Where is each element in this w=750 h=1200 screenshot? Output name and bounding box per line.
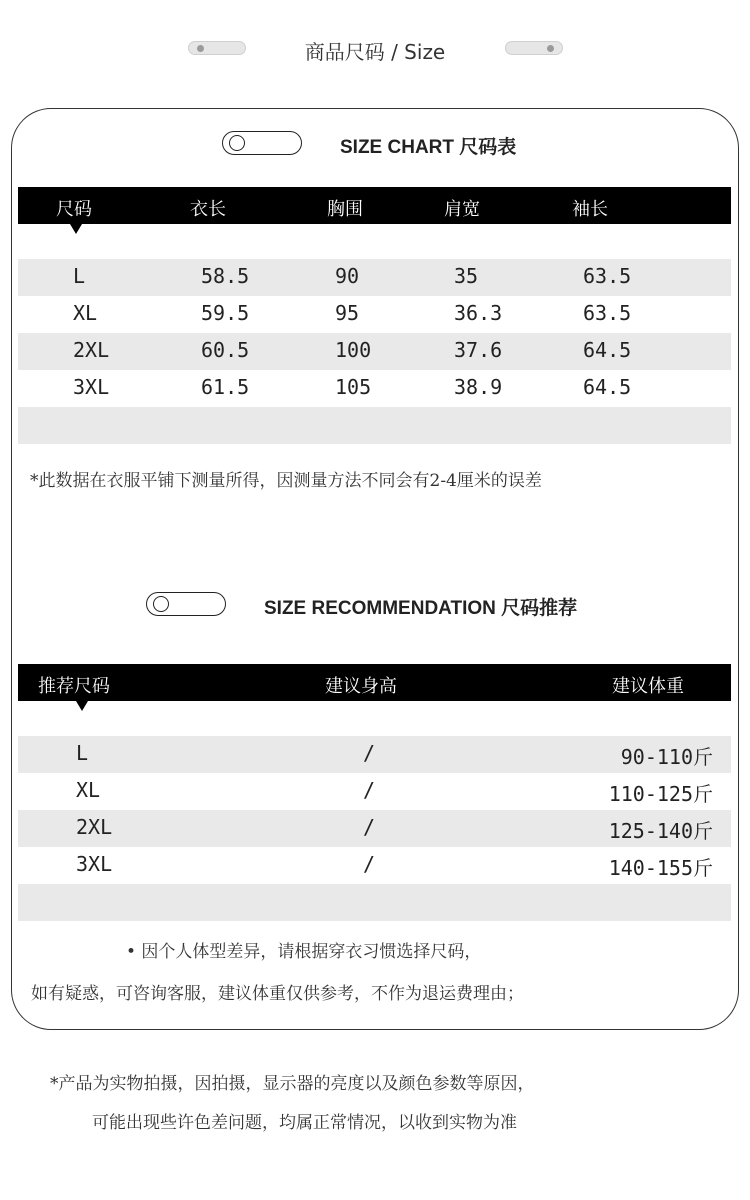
recommendation-note-line2: 如有疑惑，可咨询客服，建议体重仅供参考，不作为退运费理由； [31, 984, 524, 1004]
toggle-circle-icon [153, 596, 169, 612]
col-header-size: 尺码 [56, 199, 92, 220]
col-header-height: 建议身高 [325, 676, 397, 697]
table-row [18, 773, 731, 810]
col-header-sleeve: 袖长 [572, 199, 608, 220]
decor-dot-icon [547, 45, 554, 52]
cell-length: 59.5 [201, 301, 250, 325]
cell-size: L [76, 741, 89, 765]
cell-shoulder: 35 [454, 264, 479, 288]
header-pointer-icon [76, 701, 88, 711]
cell-sleeve: 63.5 [583, 264, 632, 288]
cell-weight: 90-110斤 [620, 745, 713, 769]
cell-chest: 90 [335, 264, 360, 288]
cell-sleeve: 64.5 [583, 338, 632, 362]
header-pointer-icon [70, 224, 82, 234]
cell-sleeve: 64.5 [583, 375, 632, 399]
cell-weight: 110-125斤 [608, 782, 713, 806]
cell-height: / [363, 815, 376, 839]
toggle-circle-icon [229, 135, 245, 151]
cell-shoulder: 37.6 [454, 338, 503, 362]
cell-size: 2XL [73, 338, 110, 362]
cell-size: 3XL [73, 375, 110, 399]
cell-size: XL [76, 778, 101, 802]
right-decor-pill [505, 41, 563, 55]
table-empty-row [18, 884, 731, 921]
cell-size: 3XL [76, 852, 113, 876]
cell-shoulder: 36.3 [454, 301, 503, 325]
col-header-chest: 胸围 [327, 199, 363, 220]
size-chart-title: SIZE CHART 尺码表 [340, 137, 517, 158]
recommendation-note-line1: • 因个人体型差异，请根据穿衣习惯选择尺码， [126, 942, 482, 962]
col-header-weight: 建议体重 [612, 676, 684, 697]
cell-weight: 140-155斤 [608, 856, 713, 880]
cell-length: 58.5 [201, 264, 250, 288]
table-row [18, 333, 731, 370]
cell-height: / [363, 778, 376, 802]
cell-chest: 100 [335, 338, 372, 362]
page-title: 商品尺码 / Size [304, 40, 446, 64]
table-row [18, 370, 731, 407]
size-recommendation-title: SIZE RECOMMENDATION 尺码推荐 [264, 598, 578, 619]
toggle-decor-icon [146, 592, 226, 616]
table-row [18, 847, 731, 884]
table-row [18, 810, 731, 847]
cell-length: 61.5 [201, 375, 250, 399]
cell-height: / [363, 852, 376, 876]
cell-height: / [363, 741, 376, 765]
table-row [18, 296, 731, 333]
footer-line1: *产品为实物拍摄，因拍摄，显示器的亮度以及颜色参数等原因， [50, 1074, 535, 1094]
size-chart-header [18, 187, 731, 224]
cell-size: 2XL [76, 815, 113, 839]
cell-chest: 95 [335, 301, 360, 325]
footer-line2: 可能出现些许色差问题，均属正常情况，以收到实物为准 [92, 1113, 517, 1133]
toggle-decor-icon [222, 131, 302, 155]
cell-weight: 125-140斤 [608, 819, 713, 843]
table-row [18, 259, 731, 296]
col-header-length: 衣长 [190, 199, 226, 220]
recommendation-header [18, 664, 731, 701]
cell-chest: 105 [335, 375, 372, 399]
table-empty-row [18, 407, 731, 444]
cell-sleeve: 63.5 [583, 301, 632, 325]
col-header-shoulder: 肩宽 [444, 199, 480, 220]
table-row [18, 736, 731, 773]
size-chart-note: *此数据在衣服平铺下测量所得，因测量方法不同会有2-4厘米的误差 [30, 471, 542, 491]
cell-length: 60.5 [201, 338, 250, 362]
cell-shoulder: 38.9 [454, 375, 503, 399]
col-header-recommended-size: 推荐尺码 [38, 676, 110, 697]
cell-size: XL [73, 301, 98, 325]
cell-size: L [73, 264, 86, 288]
